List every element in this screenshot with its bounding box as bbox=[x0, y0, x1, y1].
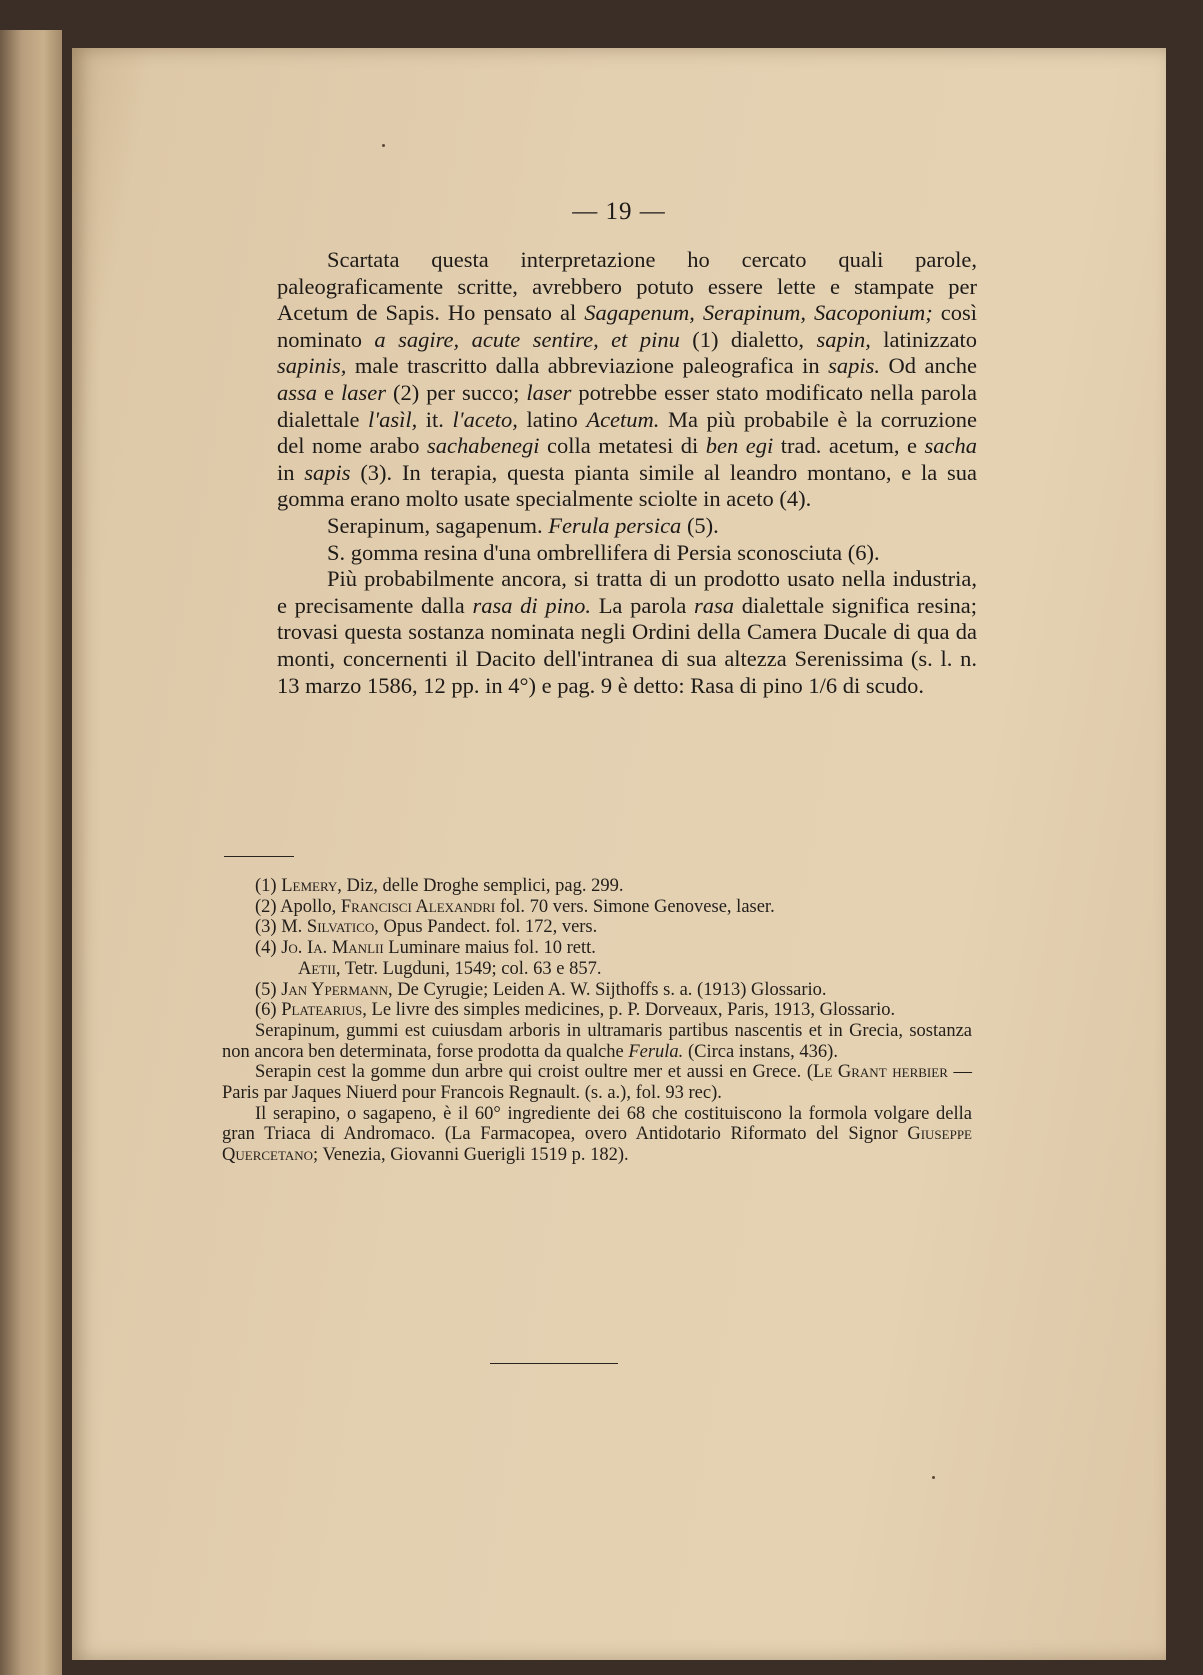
text-run: Tetr. Lugduni, 1549; col. 63 e 857. bbox=[340, 958, 602, 979]
text-run: — Paris par Jaques Niuerd pour Francois Regnault. (s. a.), fol. 93 rec). bbox=[222, 1062, 972, 1104]
italic-term: Ferula persica bbox=[548, 512, 682, 538]
italic-term: laser bbox=[526, 379, 572, 405]
body-paragraph bbox=[277, 540, 977, 567]
text-run: De Cyrugie; Leiden A. W. Sijthoffs s. a. (1913) Glossario. bbox=[392, 979, 827, 1000]
italic-term: Sagapenum, Serapinum, Sacoponium; bbox=[584, 300, 933, 326]
footnote bbox=[222, 980, 972, 1001]
footnote bbox=[222, 1000, 972, 1021]
text-run: (5). bbox=[681, 512, 719, 538]
text-run: (Circa instans, 436). bbox=[683, 1041, 838, 1062]
text-run: potrebbe esser stato modificato nella parola dialettale bbox=[277, 379, 977, 432]
author-name: Jo. Ia. Manlii bbox=[281, 938, 384, 959]
text-run: Opus Pandect. fol. 172, vers. bbox=[378, 917, 598, 938]
italic-term: sapis bbox=[304, 459, 351, 485]
italic-term: l'aceto, bbox=[452, 406, 518, 432]
body-paragraph bbox=[277, 247, 977, 513]
text-run: (3) M. bbox=[255, 917, 307, 938]
text-run: (1) dialetto, bbox=[679, 326, 817, 352]
author-name: Lemery, bbox=[281, 876, 342, 896]
text-run: Od anche bbox=[880, 353, 977, 379]
italic-term: assa bbox=[277, 379, 318, 405]
text-run: (5) bbox=[255, 979, 282, 1000]
text-run: Le livre des simples medicines, p. P. Dorveaux, Paris, 1913, Glossario. bbox=[366, 1000, 896, 1021]
italic-term: laser bbox=[341, 379, 386, 405]
italic-term: sacha bbox=[924, 433, 977, 459]
text-run: S. gomma resina d'una ombrellifera di Persia sconosciuta (6). bbox=[327, 539, 880, 565]
footnote bbox=[222, 876, 972, 897]
footnote-separator bbox=[224, 856, 294, 857]
footnote bbox=[222, 959, 972, 980]
text-run: (2) Apollo, bbox=[255, 896, 341, 917]
italic-term: l'asìl, bbox=[368, 406, 418, 432]
body-paragraph bbox=[277, 566, 977, 699]
italic-term: sapis. bbox=[828, 353, 881, 379]
text-run: (6) bbox=[255, 1000, 282, 1021]
author-name: Giuseppe Quercetano; bbox=[222, 1124, 972, 1166]
text-run: Scartata questa interpretazione ho cercato quali parole, paleograficamente scritte, avrebbero potuto essere lette e stampate per Acetum de Sapis. Ho pensato al bbox=[277, 247, 977, 326]
text-run: (2) per succo; bbox=[386, 379, 527, 405]
author-name: Platearius, bbox=[281, 1000, 367, 1021]
text-run: male trascritto dalla abbreviazione paleografica in bbox=[346, 353, 829, 379]
body-text bbox=[277, 247, 977, 699]
footnote bbox=[222, 938, 972, 959]
text-run: Serapin cest la gomme dun arbre qui croist oultre mer et aussi en Grece. ( bbox=[255, 1062, 814, 1083]
text-run: (4) bbox=[255, 938, 282, 959]
text-run: latinizzato bbox=[870, 326, 977, 352]
text-run: e bbox=[317, 379, 341, 405]
end-rule bbox=[490, 1363, 618, 1364]
footnotes bbox=[222, 876, 972, 1166]
text-run: Serapinum, sagapenum. bbox=[327, 512, 549, 538]
text-run: trad. acetum, e bbox=[773, 433, 925, 459]
text-run: La parola bbox=[591, 592, 695, 618]
italic-term: sapin, bbox=[816, 326, 871, 352]
body-paragraph bbox=[277, 513, 977, 540]
italic-term: sapinis, bbox=[277, 353, 347, 379]
footnote bbox=[222, 917, 972, 938]
author-name: Le Grant herbier bbox=[813, 1062, 948, 1083]
footnote bbox=[222, 1021, 972, 1062]
left-page-edge bbox=[0, 30, 62, 1675]
footnote bbox=[222, 1062, 972, 1103]
text-run: Più probabilmente ancora, si tratta di un prodotto usato nella industria, e precisamente dalla bbox=[277, 566, 977, 618]
text-run: latino bbox=[517, 406, 587, 432]
author-name: Aetii, bbox=[298, 958, 341, 979]
text-run: Venezia, Giovanni Guerigli 1519 p. 182). bbox=[318, 1145, 629, 1166]
page-number: — 19 — bbox=[572, 198, 666, 225]
text-run: (1) bbox=[255, 876, 282, 896]
text-run: dialettale significa resina; trovasi questa sostanza nominata negli Ordini della Camera Ducale di qua da monti, concernenti il Dacito dell'intranea di sua altezza Serenissima (s. l. n. 13 marzo 1586, 12 pp. in 4°) e pag. 9 è detto: Rasa di pino 1/6 di scudo. bbox=[277, 592, 978, 698]
paper-speck bbox=[382, 144, 385, 147]
italic-term: sachabenegi bbox=[427, 433, 540, 459]
book-page bbox=[72, 48, 1166, 1660]
text-run: it. bbox=[417, 406, 453, 432]
italic-term: rasa bbox=[694, 592, 735, 618]
text-run: fol. 70 vers. Simone Genovese, laser. bbox=[495, 896, 775, 917]
author-name: Francisci Alexandri bbox=[340, 896, 496, 917]
italic-term: Acetum. bbox=[586, 406, 660, 432]
author-name: Silvatico, bbox=[306, 917, 379, 938]
text-run: Luminare maius fol. 10 rett. bbox=[383, 938, 596, 959]
italic-term: rasa di pino. bbox=[472, 592, 591, 618]
text-run: Serapinum, gummi est cuiusdam arboris in ultramaris partibus nascentis et in Grecia, sostanza non ancora ben determinata, forse prodotta da qualche bbox=[222, 1020, 972, 1062]
footnote bbox=[222, 897, 972, 918]
text-run: Ma più probabile è la corruzione del nome arabo bbox=[277, 406, 977, 459]
italic-term: Ferula. bbox=[628, 1041, 684, 1062]
text-run: Diz, delle Droghe semplici, pag. 299. bbox=[341, 876, 624, 896]
text-run: colla metatesi di bbox=[539, 433, 706, 459]
paper-speck bbox=[932, 1476, 935, 1479]
text-run: in bbox=[277, 459, 305, 485]
text-run: Il serapino, o sagapeno, è il 60° ingrediente dei 68 che costituiscono la formola volgare della gran Triaca di Andromaco. (La Farmacopea, overo Antidotario Riformato del Signor bbox=[222, 1103, 972, 1145]
italic-term: a sagire, acute sentire, et pinu bbox=[374, 326, 680, 352]
text-run: (3). In terapia, questa pianta simile al leandro montano, e la sua gomma erano molto usate specialmente sciolte in aceto (4). bbox=[277, 459, 977, 512]
author-name: Jan Ypermann, bbox=[281, 979, 393, 1000]
footnote bbox=[222, 1104, 972, 1166]
text-run: così nominato bbox=[277, 300, 977, 352]
italic-term: ben egi bbox=[705, 433, 774, 459]
